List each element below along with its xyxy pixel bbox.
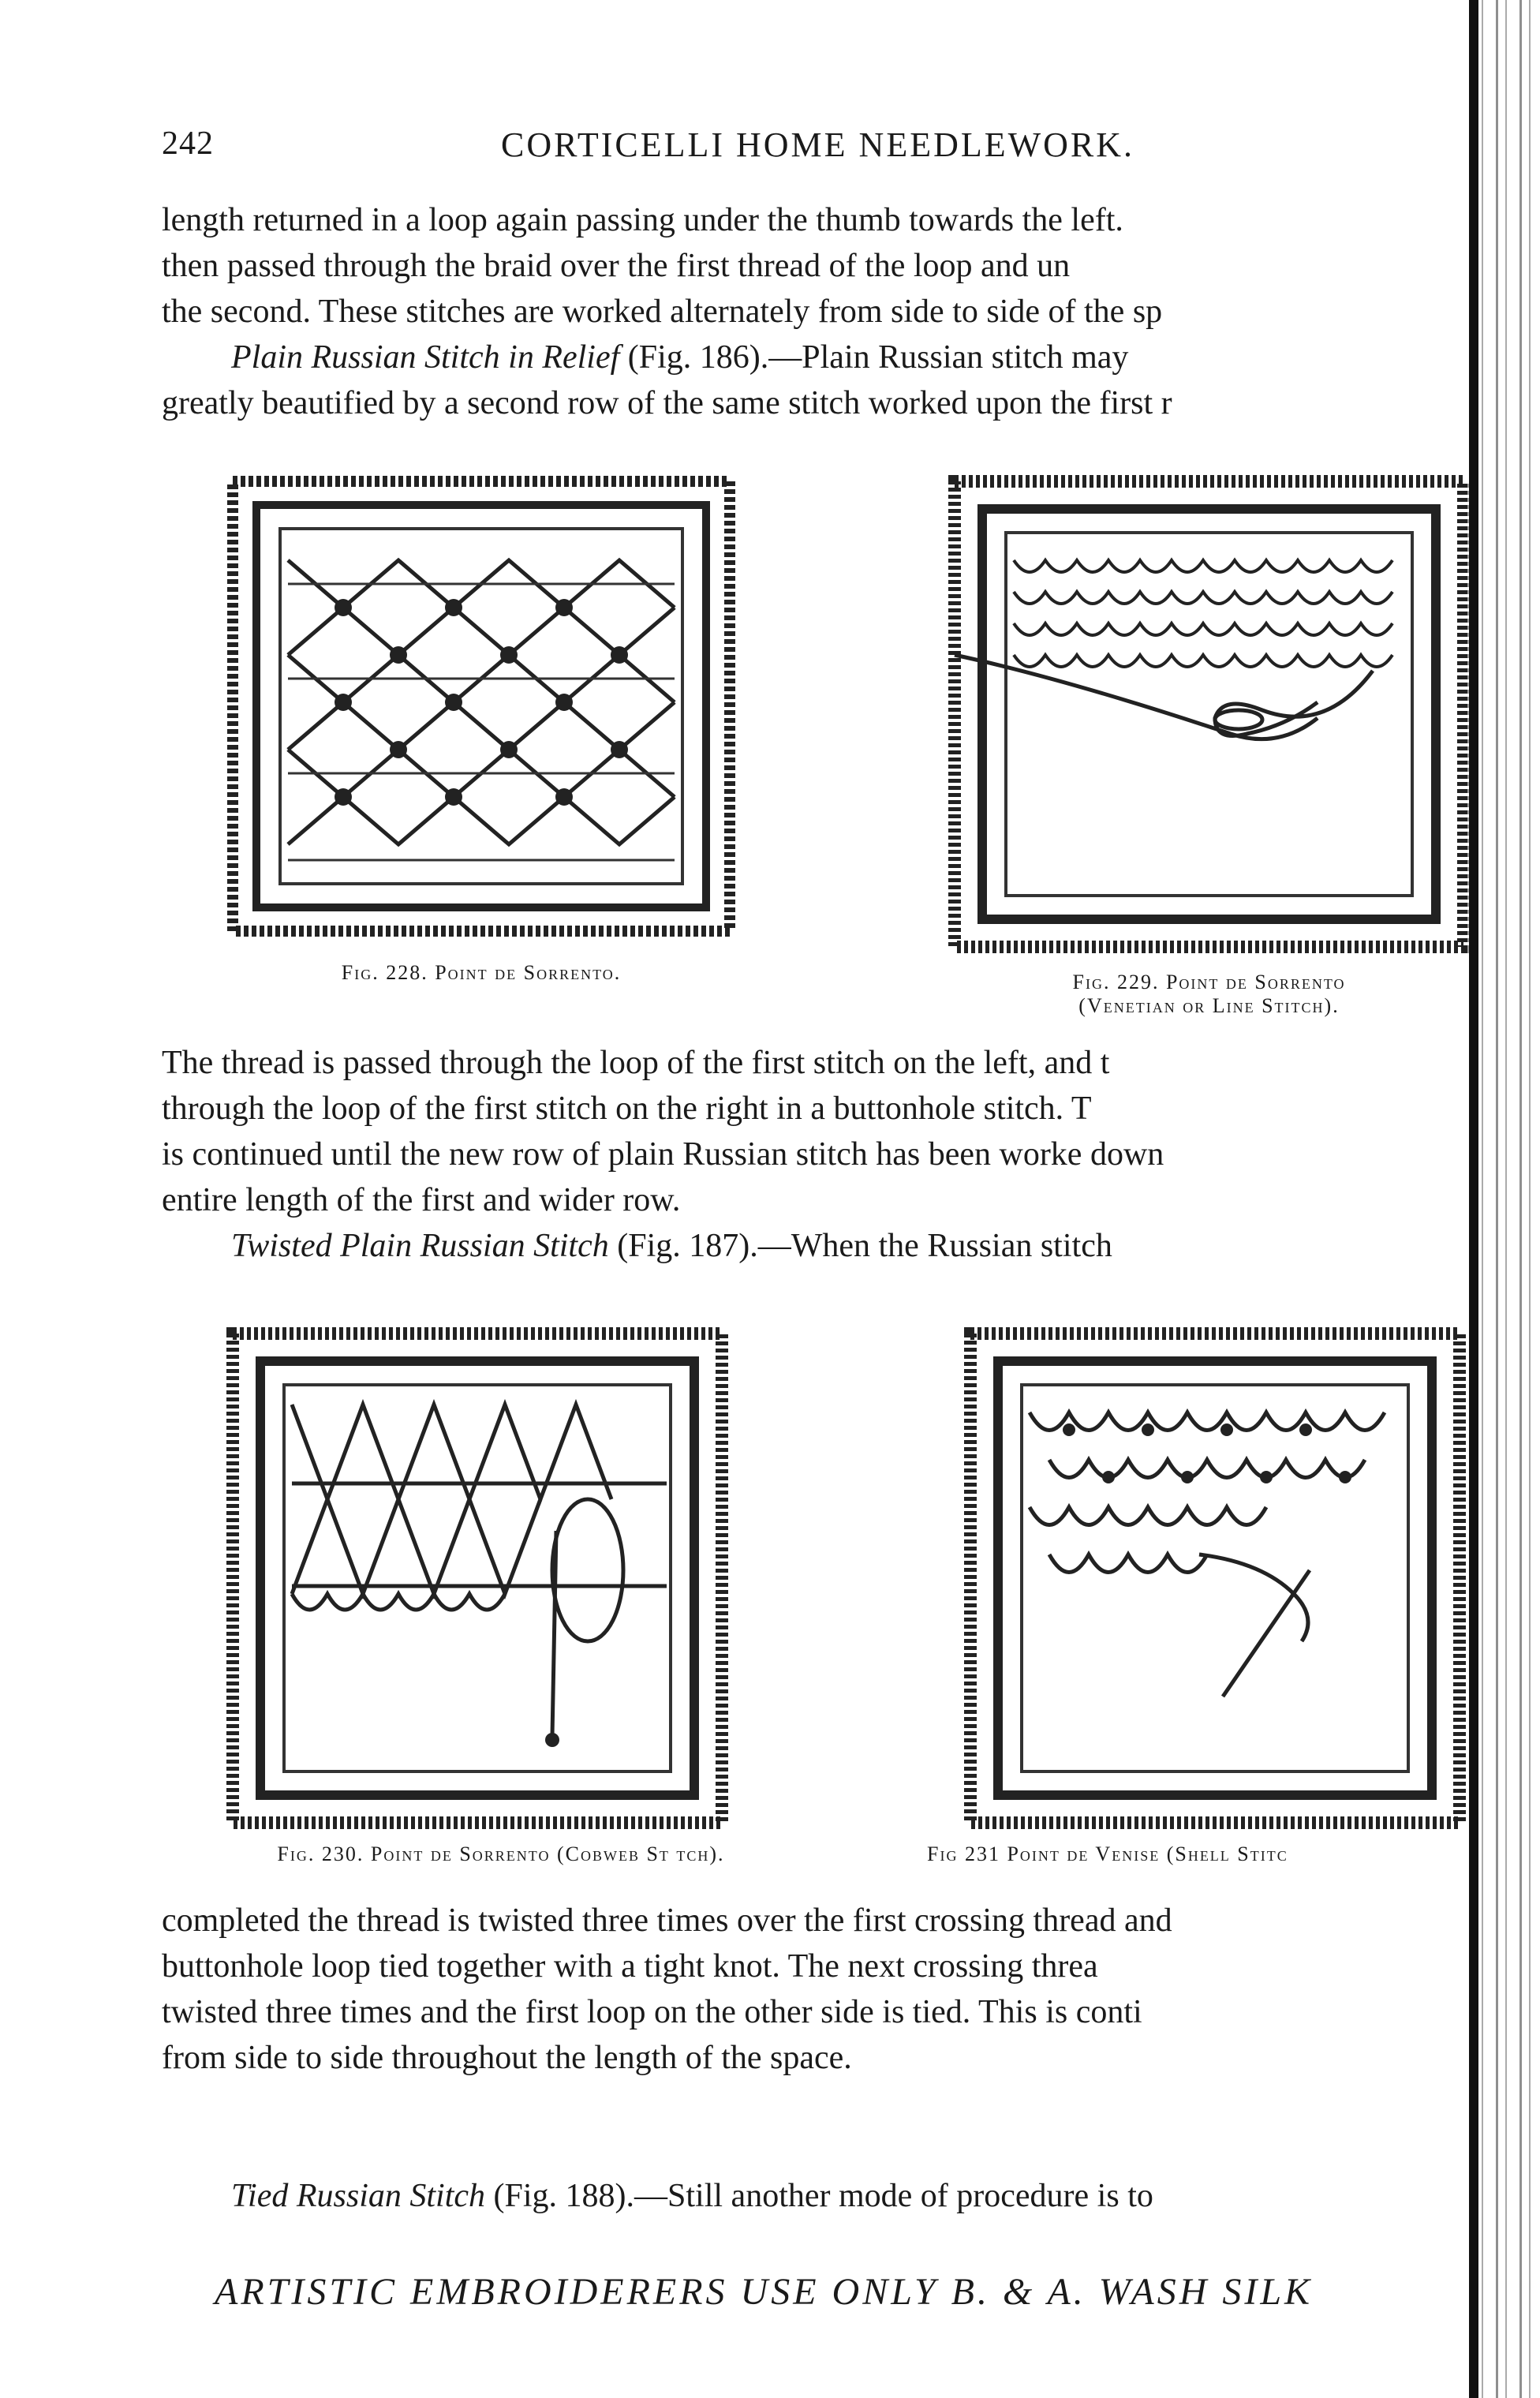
caption-line: (Venetian or Line Stitch). bbox=[1078, 994, 1340, 1017]
text-run: (Fig. 186).—Plain Russian stitch may bbox=[619, 339, 1129, 376]
text-line: completed the thread is twisted three times over the first crossing thread and bbox=[162, 1902, 1172, 1939]
running-title: CORTICELLI HOME NEEDLEWORK. bbox=[501, 125, 1135, 164]
figure-230 bbox=[225, 1326, 730, 1831]
figure-231 bbox=[962, 1326, 1467, 1831]
lace-illustration bbox=[225, 1326, 730, 1831]
text-line: the second. These stitches are worked alternately from side to side of the sp bbox=[162, 294, 1163, 330]
stitch-heading: Plain Russian Stitch in Relief bbox=[231, 339, 620, 376]
figure-229 bbox=[947, 473, 1471, 955]
paragraph-plain-russian-relief bbox=[162, 335, 1503, 426]
figure-228 bbox=[225, 473, 738, 939]
text-line: then passed through the braid over the first thread of the loop and un bbox=[162, 248, 1071, 284]
figure-229-caption bbox=[947, 971, 1471, 1018]
page-number: 242 bbox=[162, 125, 214, 162]
paragraph-twisted-plain-russian bbox=[162, 1223, 1503, 1269]
page-binding-line bbox=[1469, 0, 1478, 2398]
lace-illustration bbox=[225, 473, 738, 939]
lace-illustration bbox=[962, 1326, 1467, 1831]
text-line: from side to side throughout the length of the space. bbox=[162, 2040, 852, 2076]
stitch-heading: Tied Russian Stitch bbox=[231, 2178, 486, 2214]
text-line: buttonhole loop tied together with a tight knot. The next crossing threa bbox=[162, 1948, 1098, 1985]
text-line: through the loop of the first stitch on the right in a buttonhole stitch. T bbox=[162, 1091, 1092, 1127]
paragraph-continued bbox=[162, 197, 1503, 335]
paragraph-completed bbox=[162, 1898, 1503, 2081]
figure-228-caption: Fig. 228. Point de Sorrento. bbox=[341, 961, 622, 984]
figure-230-caption: Fig. 230. Point de Sorrento (Cobweb St tch). bbox=[277, 1842, 725, 1865]
text-line: The thread is passed through the loop of the first stitch on the left, and t bbox=[162, 1045, 1110, 1081]
text-line: twisted three times and the first loop on the other side is tied. This is conti bbox=[162, 1994, 1142, 2030]
paragraph-tied-russian bbox=[162, 2173, 1503, 2219]
lace-illustration bbox=[947, 473, 1471, 955]
paragraph-thread-passed bbox=[162, 1040, 1503, 1223]
text-line: entire length of the first and wider row. bbox=[162, 1182, 681, 1218]
figure-231-caption: Fig 231 Point de Venise (Shell Stitc bbox=[927, 1842, 1288, 1865]
stitch-heading: Twisted Plain Russian Stitch bbox=[231, 1228, 609, 1264]
text-run: (Fig. 188).—Still another mode of procedure is to bbox=[485, 2178, 1153, 2214]
text-line: length returned in a loop again passing under the thumb towards the left. bbox=[162, 202, 1123, 238]
text-line: greatly beautified by a second row of the same stitch worked upon the first r bbox=[162, 385, 1172, 421]
caption-line: Fig. 229. Point de Sorrento bbox=[1072, 971, 1346, 993]
text-run: (Fig. 187).—When the Russian stitch bbox=[608, 1228, 1112, 1264]
page-header bbox=[162, 125, 1487, 180]
footer-advertisement: ARTISTIC EMBROIDERERS USE ONLY B. & A. WASH SILK bbox=[215, 2271, 1314, 2313]
text-line: is continued until the new row of plain Russian stitch has been worke down bbox=[162, 1136, 1164, 1173]
